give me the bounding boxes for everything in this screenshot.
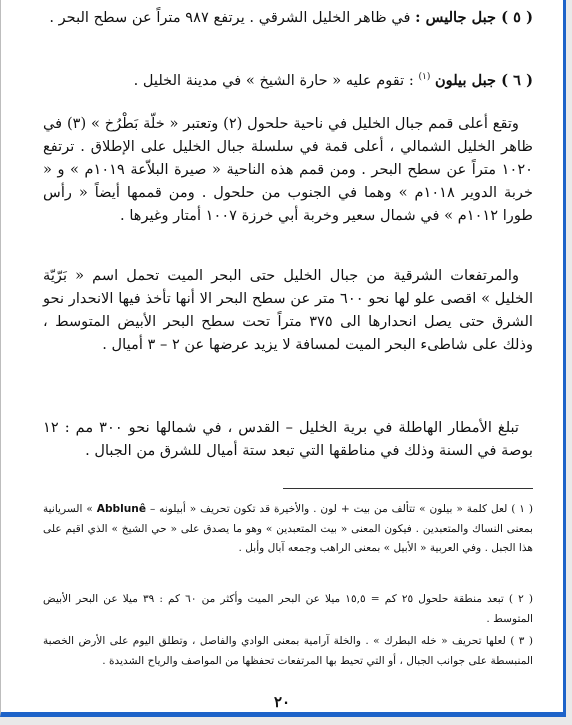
- eastern-heights-text: والمرتفعات الشرقية من جبال الخليل حتى البحر الميت تحمل اسم « بَرّيّة الخليل » اقصى علو لها نحو ٦٠٠ متر عن سطح البحر الا أنها تأخذ فيها الانحدار نحو الشرق حتى يصل انحدارها الى ٣٧٥ متراً تحت سطح البحر الأبيض المتوسط ، وذلك على شاطىء البحر الميت لمسافة لا يزيد عرضها عن ٢ – ٣ أميال .: [43, 267, 534, 353]
- mount-galis-heading: ( ٥ ) جبل جاليس :: [415, 9, 533, 26]
- mount-galis-text: في ظاهر الخليل الشرقي . يرتفع ٩٨٧ متراً عن سطح البحر .: [49, 9, 411, 26]
- mount-bilun-heading: ( ٦ ) جبل بيلون: [434, 71, 533, 89]
- footnote-3: [43, 632, 533, 671]
- footnote-1-text-b: » السريانية بمعنى النساك والمتعبدين . فيكون المعنى « بيت المتعبدين » وهو ما يصدق على « حي الشيخ » الذي اقيم على هذا الجبل . وفي العربية « الأبيل » بمعنى الراهب وجمعه آبال وأبل .: [43, 503, 533, 554]
- mount-bilun-text: : تقوم عليه « حارة الشيخ » في مدينة الخليل .: [133, 71, 414, 89]
- paragraph-eastern-heights: [43, 264, 533, 356]
- footnote-3-text: ( ٣ ) لعلها تحريف « خله البطرك » . والخلة آرامية بمعنى الوادي والفاصل ، وتطلق اليوم على الأرض الخصبة المنبسطة على جوانب الجبال ، أو التي تحيط بها المرتفعات تحفظها من المواصف والرياح الشديدة .: [43, 635, 533, 667]
- paragraph-rainfall: [43, 416, 533, 462]
- paragraph-mount-bilun: [43, 66, 533, 92]
- footnote-1: [43, 500, 533, 559]
- paragraph-highest-peaks: [43, 112, 533, 227]
- highest-peaks-text: وتقع أعلى قمم جبال الخليل في ناحية حلحول (٢) وتعتبر « خلّة بَطْرُخ » (٣) في ظاهر الخليل الشمالي ، أعلى قمة في سلسلة جبال الخليل على الإطلاق . ترتفع ١٠٢٠ متراً عن سطح البحر . ومن قمم هذه الناحية « صيرة البلاّعة ١٠١٩م » و « خربة الدوير ١٠١٨م » وهما في الجنوب من حلحول . ومن قممها أيضاً « رأس طورا ١٠١٢م » في شمال سعير وخربة أبي خرزة ١٠٠٧ أمتار وغيرها .: [43, 115, 534, 224]
- footnote-ref-1: (١): [418, 72, 431, 82]
- footnote-2-text: ( ٢ ) تبعد منطقة حلحول ٢٥ كم = ١٥,٥ ميلا عن البحر الميت وأكثر من ٦٠ كم : ٣٩ ميلا عن البحر الأبيض المتوسط .: [43, 593, 533, 625]
- footnote-1-text-a: ( ١ ) لعل كلمة « بيلون » تتألف من بيت + لون . والأخيرة قد تكون تحريف « أبيلونه –: [149, 503, 533, 515]
- rainfall-text: تبلغ الأمطار الهاطلة في برية الخليل – القدس ، في شمالها نحو ٣٠٠ مم : ١٢ بوصة في السنة وذلك في مناطقها التي تبعد ستة أميال للشرق من الجبال .: [43, 419, 533, 459]
- page-number: ٢٠: [273, 693, 291, 711]
- footnote-divider: [283, 488, 533, 489]
- footnote-2: [43, 590, 533, 629]
- paragraph-mount-galis: [43, 6, 533, 29]
- footnote-1-latin-word: Abblunê: [96, 503, 147, 515]
